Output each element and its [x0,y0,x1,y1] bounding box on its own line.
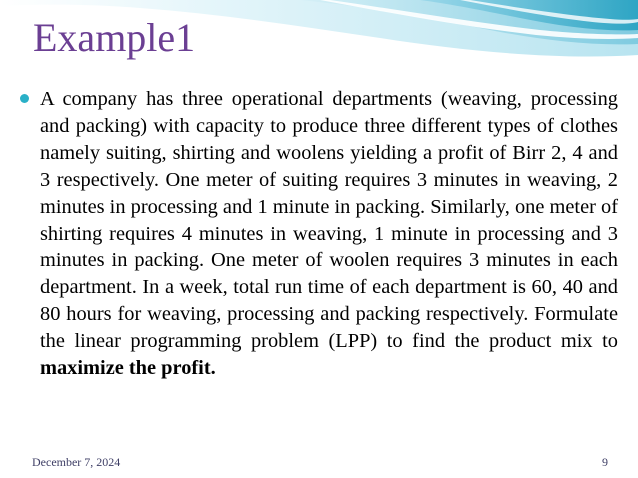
footer-page-number: 9 [602,455,608,469]
bullet-body-text: A company has three operational departments (weaving, processing and packing) with capacity to produce three different types of clothes namely suiting, shirting and woolens yielding a profit of Birr 2, 4 and 3 respectively. One meter of suiting requires 3 minutes in weaving, 2 minutes in processing and 1 minute in packing. Similarly, one meter of shirting requires 4 minutes in weaving, 1 minute in processing and 3 minutes in packing. One meter of woolen requires 3 minutes in each department. In a week, total run time of each department is 60, 40 and 80 hours for weaving, processing and packing respectively. Formulate the linear programming problem (LPP) to find the product mix to [40,88,618,353]
bullet-text [40,86,618,382]
footer-date: December 7, 2024 [32,455,121,469]
bullet-dot-icon [20,94,29,103]
bullet-item [20,86,618,382]
slide-title: Example1 [33,15,196,60]
bullet-emphasis-text: maximize the profit. [40,357,216,380]
